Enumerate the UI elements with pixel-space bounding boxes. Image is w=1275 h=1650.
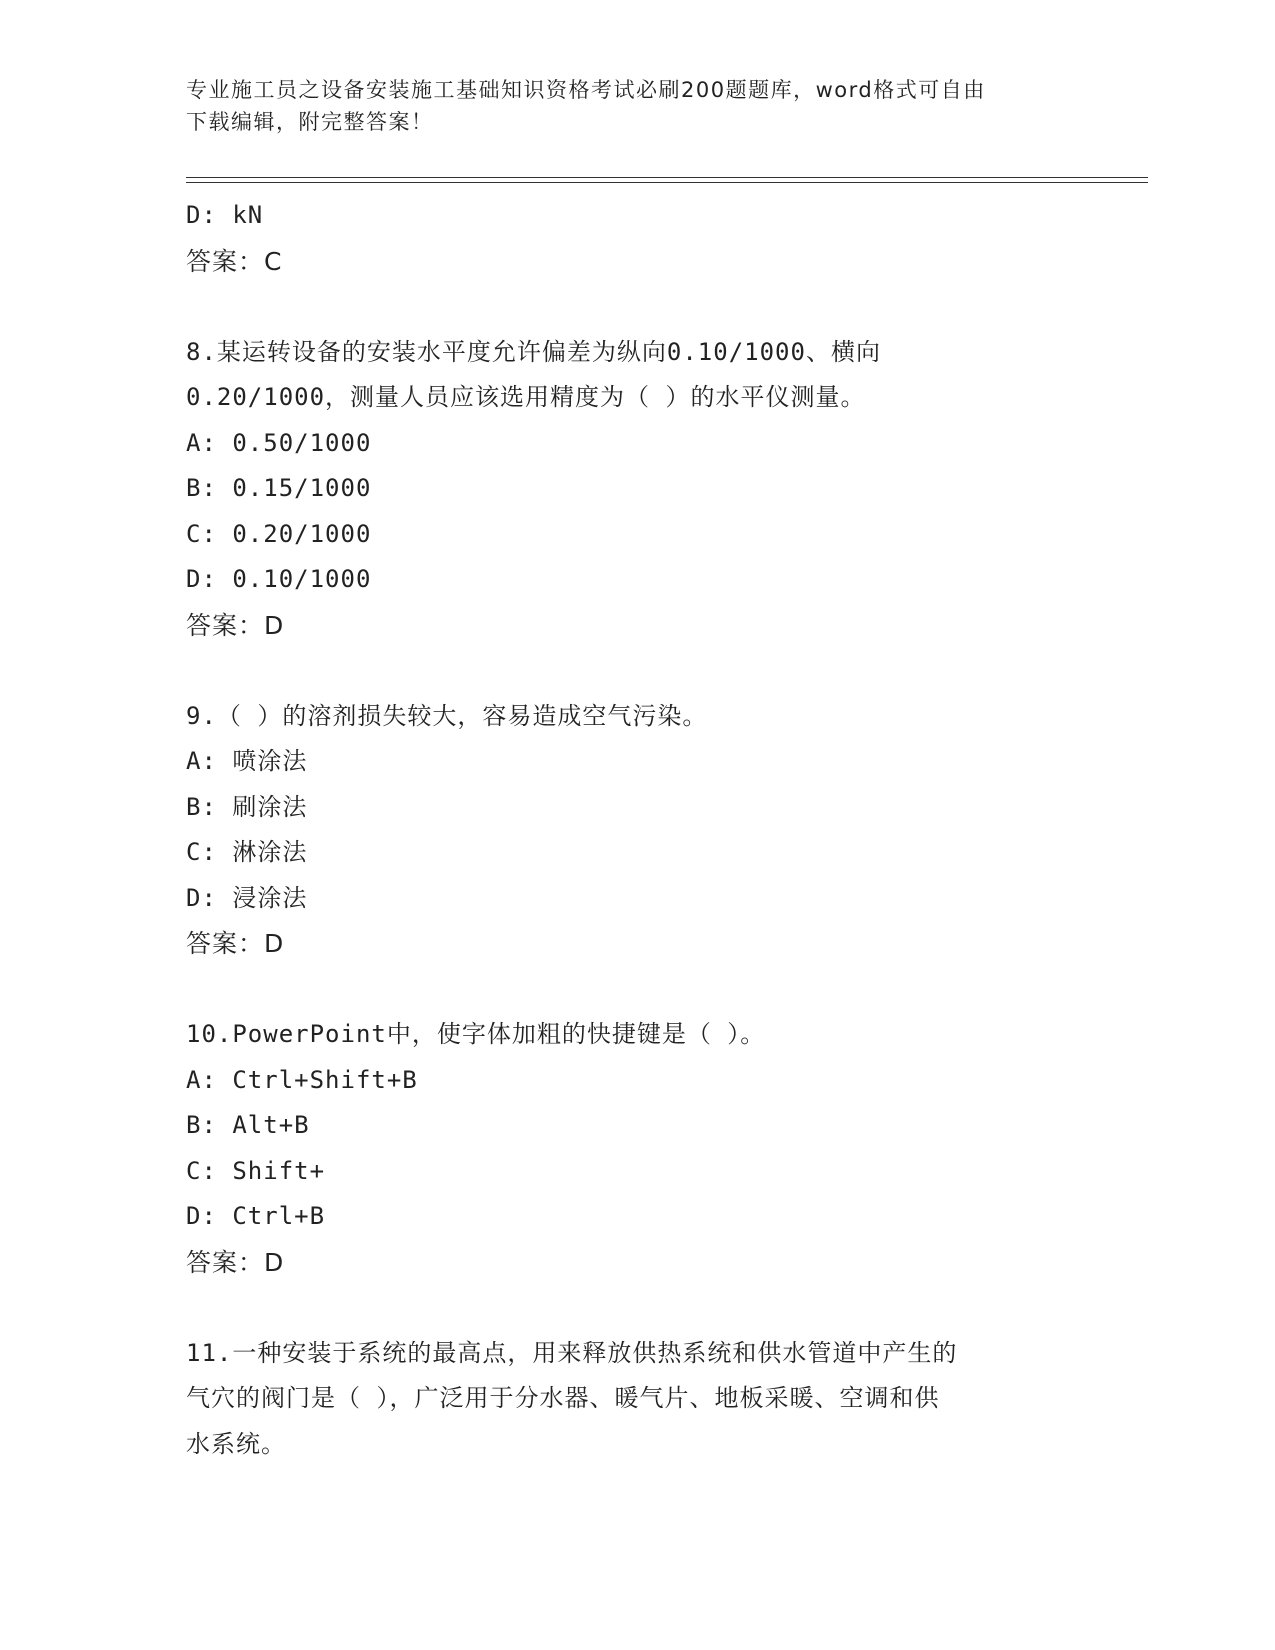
question-stem-line-1: 11.一种安装于系统的最高点，用来释放供热系统和供水管道中产生的 [186,1338,958,1367]
header-title-line-2: 下载编辑，附完整答案！ [186,110,434,134]
question-11 [186,1331,1086,1468]
header-divider-top [186,177,1148,178]
option-b: B: 0.15/1000 [186,474,372,502]
option-d: D: kN [186,201,264,229]
question-9 [186,694,1086,967]
option-b: B: Alt+B [186,1111,310,1139]
option-d: D: 0.10/1000 [186,565,372,593]
answer-label: 答案：C [186,246,283,276]
option-a: A: 0.50/1000 [186,428,372,457]
question-stem-line-1: 8.某运转设备的安装水平度允许偏差为纵向0.10/1000、横向 [186,337,881,366]
header-divider-bottom [186,182,1148,183]
question-stem-line-3: 水系统。 [186,1429,286,1458]
answer-label: 答案：D [186,929,285,958]
spacer [186,284,1086,330]
answer-label: 答案：D [186,610,285,640]
spacer [186,1285,1086,1331]
option-c: C: 淋涂法 [186,838,308,866]
option-a: A: 喷涂法 [186,747,308,775]
option-c: C: 0.20/1000 [186,519,372,548]
option-d: D: Ctrl+B [186,1202,326,1230]
question-10 [186,1012,1086,1285]
spacer [186,967,1086,1013]
header-title-line-1: 专业施工员之设备安装施工基础知识资格考试必刷200题题库，word格式可自由 [186,78,986,102]
document-header [186,74,1066,138]
spacer [186,648,1086,694]
question-stem-line-2: 0.20/1000，测量人员应该选用精度为（ ）的水平仪测量。 [186,383,866,411]
question-7-tail [186,193,1086,284]
question-list [186,193,1086,1467]
question-stem: 10.PowerPoint中，使字体加粗的快捷键是（ ）。 [186,1020,766,1048]
option-a: A: Ctrl+Shift+B [186,1065,418,1094]
option-b: B: 刷涂法 [186,792,308,821]
option-c: C: Shift+ [186,1156,326,1185]
question-8 [186,330,1086,649]
question-stem-line-2: 气穴的阀门是（ ），广泛用于分水器、暖气片、地板采暖、空调和供 [186,1384,940,1412]
option-d: D: 浸涂法 [186,883,308,912]
question-stem: 9.（ ）的溶剂损失较大，容易造成空气污染。 [186,701,708,730]
answer-label: 答案：D [186,1247,285,1277]
